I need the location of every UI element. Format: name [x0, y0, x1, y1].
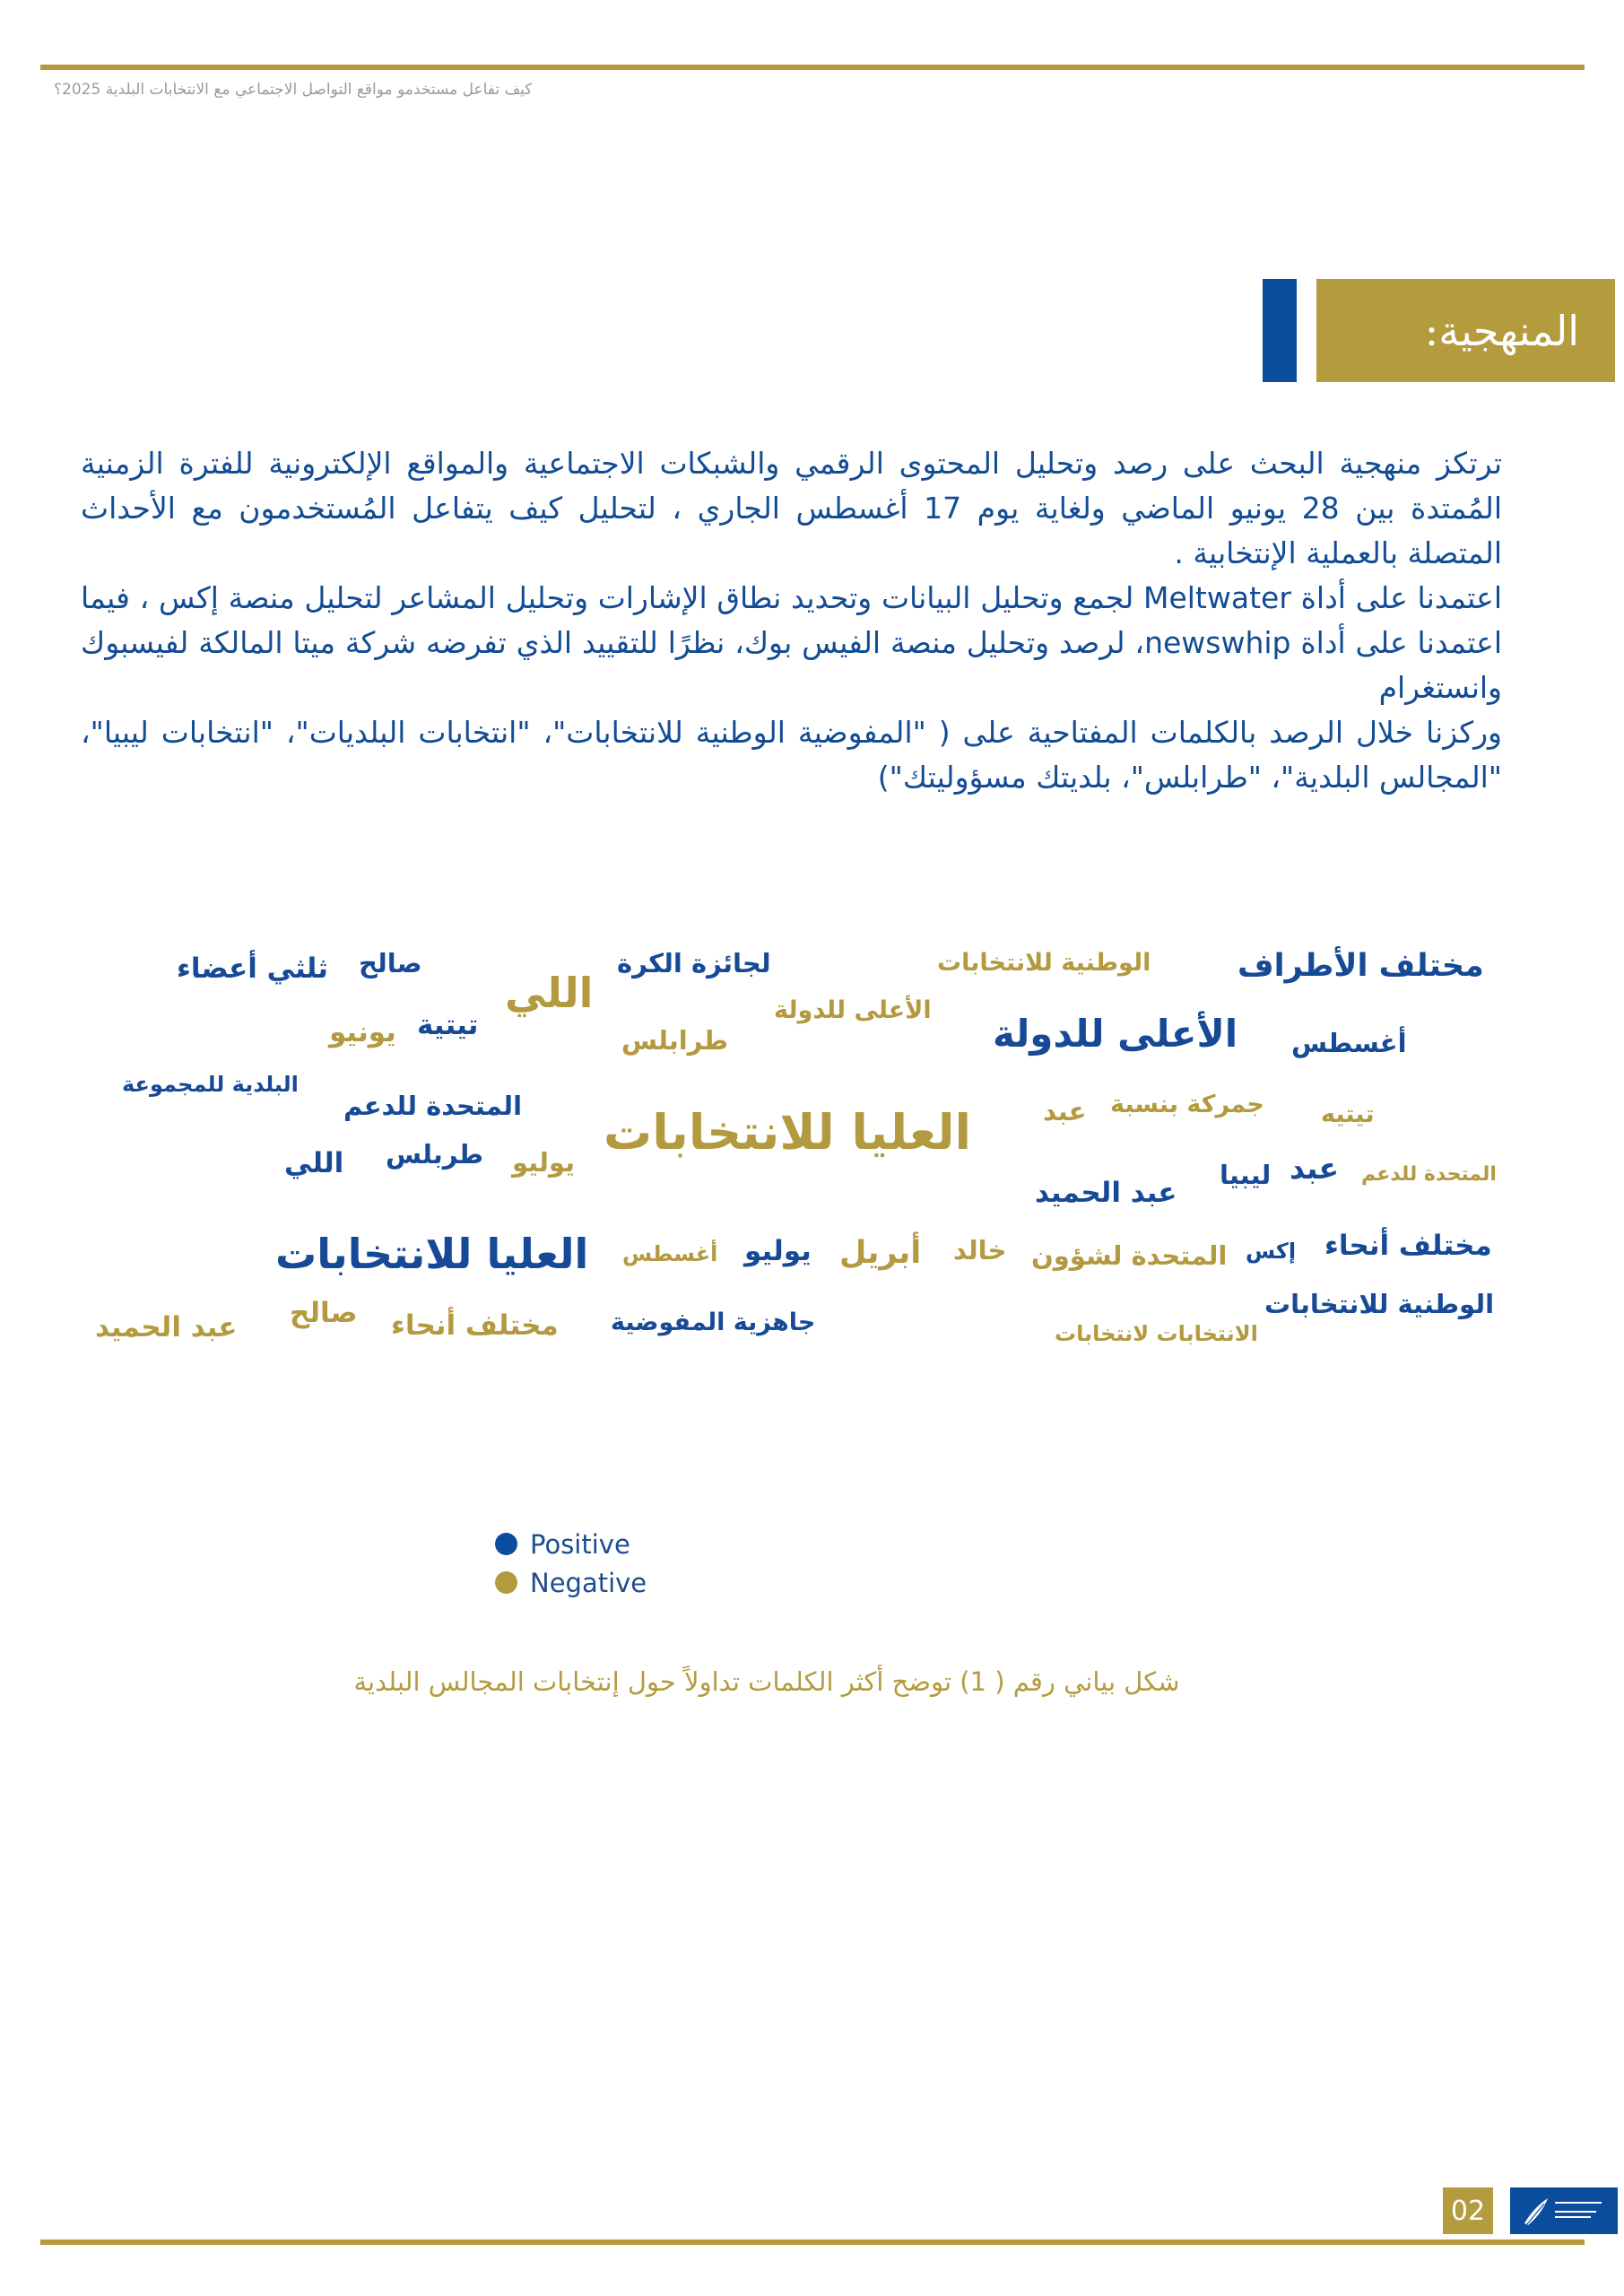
body-paragraph: اعتمدنا على أداة Meltwater لجمع وتحليل البيانات وتحديد نطاق الإشارات وتحليل المشاعر لتحليل منصة إكس ، فيما اعتمدنا على أداة newswhip، لرصد وتحليل منصة الفيس بوك، نظرًا للتقييد الذي تفرضه شركة ميتا المالكة لفيسبوك وانستغرام: [81, 580, 1503, 705]
cloud-word: عبد: [1290, 1151, 1340, 1186]
cloud-word: اللي: [284, 1147, 344, 1179]
section-title: المنهجية:: [1424, 306, 1579, 355]
positive-dot-icon: [495, 1533, 517, 1555]
cloud-word: يوليو: [744, 1235, 812, 1267]
section-title-box: [1316, 279, 1615, 382]
lcfp-logo: [1510, 2187, 1618, 2234]
cloud-word: اللي: [505, 969, 594, 1017]
cloud-word: تيتية: [417, 1009, 479, 1041]
cloud-word: أغسطس: [1291, 1028, 1407, 1058]
bottom-rule: [40, 2239, 1585, 2245]
top-rule: [40, 65, 1585, 70]
cloud-word: العليا للانتخابات: [275, 1230, 589, 1278]
body-paragraph: وركزنا خلال الرصد بالكلمات المفتاحية على ( "المفوضية الوطنية للانتخابات"، "انتخابات البلديات"، "انتخابات ليبيا"، "المجالس البلدية"، "طرابلس"، بلديتك مسؤوليتك"): [81, 715, 1502, 795]
cloud-word: الوطنية للانتخابات: [1264, 1289, 1495, 1319]
negative-dot-icon: [495, 1571, 517, 1594]
cloud-word: طرابلس: [621, 1025, 729, 1056]
cloud-word: لجائزة الكرة: [617, 948, 771, 978]
cloud-word: الأعلى للدولة: [993, 1012, 1238, 1056]
cloud-word: صالح: [290, 1297, 358, 1329]
cloud-word: يونيو: [329, 1016, 396, 1048]
word-cloud: [81, 933, 1551, 1363]
cloud-word: مختلف أنحاء: [391, 1309, 559, 1342]
cloud-word: ليبيا: [1220, 1160, 1272, 1190]
legend-item-positive: [495, 1525, 647, 1563]
cloud-word: الانتخابات لانتخابات: [1055, 1321, 1258, 1346]
cloud-word: العليا للانتخابات: [604, 1104, 972, 1161]
title-accent-bar: [1263, 279, 1297, 382]
legend-label: Positive: [530, 1528, 630, 1560]
body-paragraph: ترتكز منهجية البحث على رصد وتحليل المحتوى الرقمي والشبكات الاجتماعية والمواقع الإلكترونية للفترة الزمنية المُمتدة بين 28 يونيو الماضي ولغاية يوم 17 أغسطس الجاري ، لتحليل كيف يتفاعل المُستخدمون مع الأحداث المتصلة بالعملية الإنتخابية .: [81, 446, 1502, 570]
cloud-word: إكس: [1246, 1239, 1297, 1264]
running-header: كيف تفاعل مستخدمو مواقع التواصل الاجتماعي مع الانتخابات البلدية 2025؟: [54, 81, 533, 99]
cloud-word: طربلس: [386, 1139, 484, 1170]
cloud-word: أغسطس: [622, 1241, 718, 1266]
cloud-word: المتحدة للدعم: [343, 1091, 523, 1121]
cloud-word: عبد الحميد: [95, 1311, 238, 1344]
body-text: [81, 441, 1502, 800]
cloud-word: المتحدة للدعم: [1361, 1163, 1497, 1186]
cloud-word: مختلف أنحاء: [1324, 1230, 1492, 1262]
cloud-word: خالد: [953, 1235, 1007, 1265]
cloud-word: مختلف الأطراف: [1238, 948, 1484, 984]
cloud-word: تيتيه: [1321, 1100, 1375, 1128]
chart-legend: [495, 1525, 647, 1602]
cloud-word: صالح: [359, 948, 422, 978]
cloud-word: جمركة بنسبة: [1110, 1091, 1264, 1118]
figure-caption: شكل بياني رقم ( 1) توضح أكثر الكلمات تداولاً حول إنتخابات المجالس البلدية: [353, 1666, 1180, 1697]
cloud-word: يوليو: [512, 1147, 575, 1178]
cloud-word: عبد الحميد: [1035, 1177, 1177, 1209]
cloud-word: المتحدة لشؤون: [1031, 1240, 1228, 1271]
cloud-word: جاهزية المفوضية: [611, 1309, 816, 1336]
cloud-word: أبريل: [839, 1235, 922, 1271]
legend-item-negative: [495, 1563, 647, 1602]
cloud-word: عبد: [1043, 1096, 1087, 1126]
cloud-word: الأعلى للدولة: [774, 996, 932, 1024]
cloud-word: الوطنية للانتخابات: [937, 949, 1151, 977]
cloud-word: ثلثي أعضاء: [177, 952, 328, 985]
legend-label: Negative: [530, 1567, 647, 1598]
cloud-word: البلدية للمجموعة: [122, 1072, 299, 1097]
feather-icon: [1517, 2191, 1611, 2231]
page-number: 02: [1443, 2187, 1493, 2234]
